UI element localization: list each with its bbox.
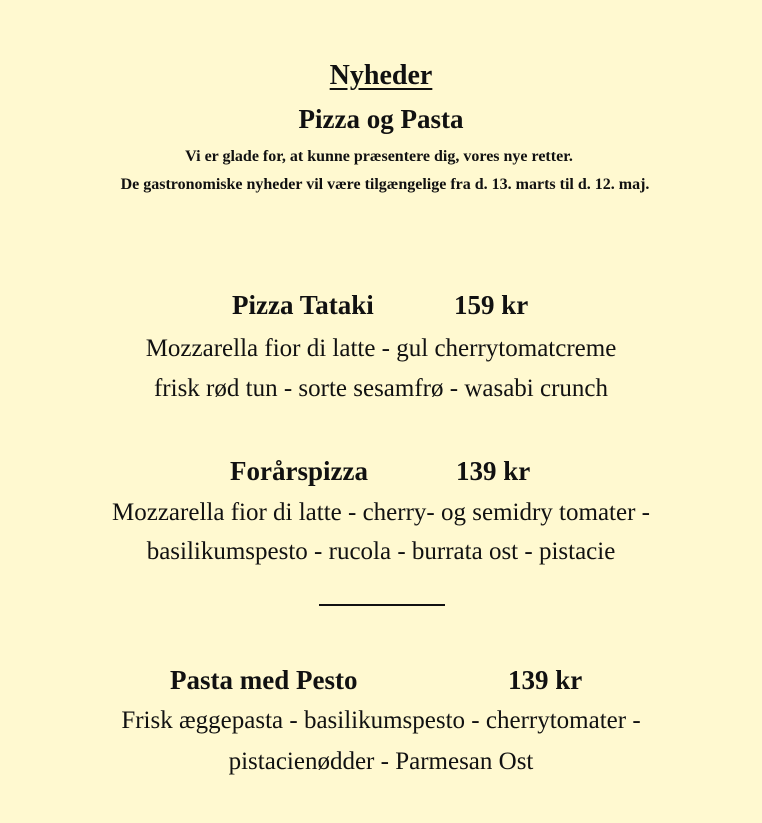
menu-item-description-line-1: Mozzarella fior di latte - gul cherrytomatcreme	[145, 335, 617, 362]
menu-item-price-foraarspizza: 139 kr	[456, 456, 531, 486]
menu-item-description-line-2: frisk rød tun - sorte sesamfrø - wasabi crunch	[153, 375, 609, 402]
menu-item-name-foraarspizza: Forårspizza	[230, 456, 368, 486]
page-title: Nyheder	[329, 60, 433, 91]
intro-text-line-1: Vi er glade for, at kunne præsentere dig, vores nye retter.	[185, 148, 573, 165]
menu-item-name-pizza-tataki: Pizza Tataki	[232, 290, 374, 320]
menu-item-description-line-1: Mozzarella fior di latte - cherry- og semidry tomater -	[112, 499, 650, 526]
menu-item-name-pasta-med-pesto: Pasta med Pesto	[170, 665, 358, 695]
menu-item-description-line-2: basilikumspesto - rucola - burrata ost - pistacie	[146, 538, 616, 565]
menu-item-price-pasta-med-pesto: 139 kr	[508, 665, 583, 695]
section-divider	[319, 604, 445, 606]
menu-item-description-line-2: pistacienødder - Parmesan Ost	[228, 748, 534, 775]
menu-item-price-pizza-tataki: 159 kr	[454, 290, 529, 320]
page-subtitle: Pizza og Pasta	[298, 104, 464, 134]
intro-text-line-2: De gastronomiske nyheder vil være tilgængelige fra d. 13. marts til d. 12. maj.	[120, 176, 650, 193]
menu-item-description-line-1: Frisk æggepasta - basilikumspesto - cherrytomater -	[121, 707, 641, 734]
